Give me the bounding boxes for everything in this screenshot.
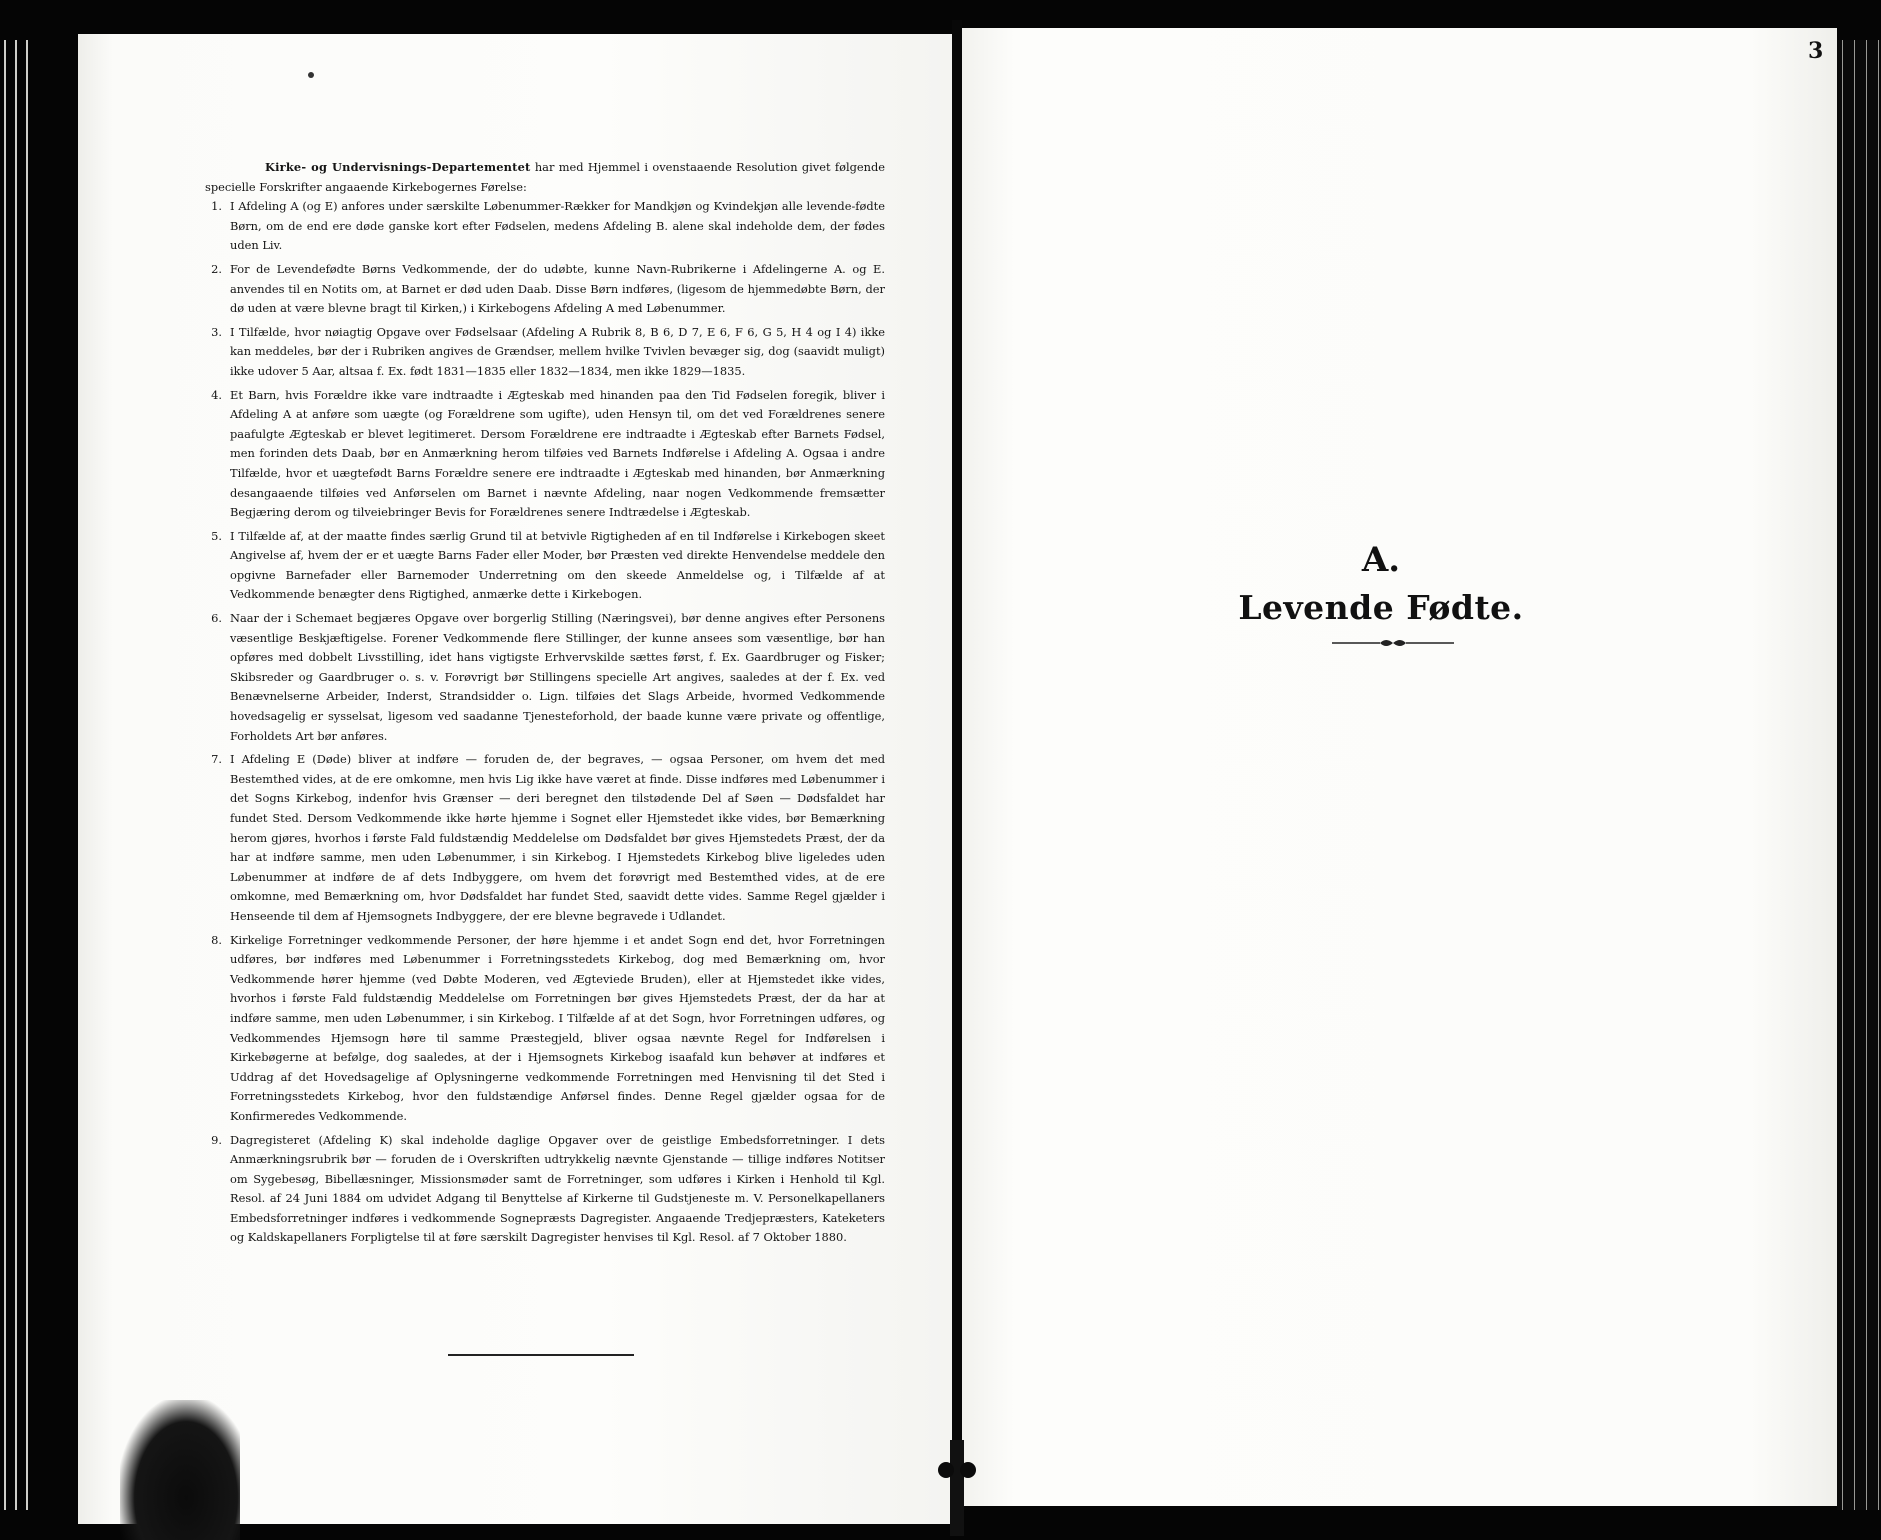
rule-number: 8.: [211, 932, 222, 947]
rules-list: [205, 197, 885, 1248]
rule-number: 9.: [211, 1132, 222, 1147]
rule-number: 7.: [211, 752, 222, 767]
rule-number: 1.: [211, 199, 222, 214]
section-title: Levende Fødte.: [1238, 588, 1524, 627]
ink-spot: [308, 72, 314, 78]
binding-thread: [950, 1440, 964, 1536]
right-page: [962, 28, 1837, 1506]
rule-item: [205, 386, 885, 523]
book-spine: [952, 20, 962, 1536]
rule-item: [205, 1131, 885, 1249]
thread-knot: [960, 1462, 976, 1478]
thumb-shadow: [120, 1400, 240, 1540]
intro-text: har med Hjemmel i ovenstaaende Resolution givet følgende specielle Forskrifter angaaende Kirkebogernes Førelse:: [205, 160, 885, 194]
rule-text: I Afdeling A (og E) anfores under særskilte Løbenummer-Rækker for Mandkjøn og Kvindekjøn alle levende-fødte Børn, om de end ere døde ganske kort efter Fødselen, medens Afdeling B. alene skal indeholde dem, der fødes uden Liv.: [230, 199, 885, 253]
rule-text: Dagregisteret (Afdeling K) skal indeholde daglige Opgaver over de geistlige Embedsforretninger. I dets Anmærkningsrubrik bør — foruden de i Overskriften udtrykkelig nævnte Gjenstande — tillige indføres Notitser om Sygebesøg, Bibellæsninger, Missionsmøder samt de Forretninger, som udføres i Kirken i Henhold til Kgl. Resol. af 24 Juni 1884 om udvidet Adgang til Benyttelse af Kirkerne til Gudstjeneste m. V. Personelkapellaners Embedsforretninger indføres i vedkommende Sognepræsts Dagregister. Angaaende Tredjepræsters, Kateketers og Kaldskapellaners Forpligtelse til at føre særskilt Dagregister henvises til Kgl. Resol. af 7 Oktober 1880.: [230, 1132, 885, 1245]
ornament-divider-icon: [1332, 636, 1454, 650]
section-letter: A.: [1361, 540, 1401, 580]
rule-number: 3.: [211, 324, 222, 339]
rule-number: 4.: [211, 387, 222, 402]
rule-text: Et Barn, hvis Forældre ikke vare indtraadte i Ægteskab med hinanden paa den Tid Fødselen foregik, bliver i Afdeling A at anføre som uægte (og Forældrene som ugifte), uden Hensyn til, om det ved Forældrenes senere paafulgte Ægteskab er blevet legitimeret. Dersom Forældrene ere indtraadte i Ægteskab efter Barnets Fødsel, men forinden dets Daab, bør en Anmærkning herom tilføies ved Barnets Indførelse i Afdeling A. Ogsaa i andre Tilfælde, hvor et uægtefødt Barns Forældre senere ere indtraadte i Ægteskab med hinanden, bør Anmærkning desangaaende tilføies ved Anførselen om Barnet i nævnte Afdeling, naar nogen Vedkommende fremsætter Begjæring derom og tilveiebringer Bevis for Forældrenes senere Indtrædelse i Ægteskab.: [230, 387, 885, 520]
left-binding-edge: [0, 40, 30, 1510]
page-number: 3: [1808, 38, 1824, 64]
rule-text: I Tilfælde, hvor nøiagtig Opgave over Fødselsaar (Afdeling A Rubrik 8, B 6, D 7, E 6, F 6, G 5, H 4 og I 4) ikke kan meddeles, bør der i Rubriken angives de Grændser, mellem hvilke Tvivlen bevæger sig, dog (saavidt muligt) ikke udover 5 Aar, altsaa f. Ex. født 1831—1835 eller 1832—1834, men ikke 1829—1835.: [230, 324, 885, 378]
rule-item: [205, 609, 885, 746]
rule-item: [205, 527, 885, 605]
rule-number: 6.: [211, 611, 222, 626]
instructions-text-block: [205, 158, 885, 1252]
intro-heading: Kirke- og Undervisnings-Departementet: [265, 160, 531, 174]
rule-item: [205, 197, 885, 256]
thread-knot: [938, 1462, 954, 1478]
rule-text: For de Levendefødte Børns Vedkommende, der do udøbte, kunne Navn-Rubrikerne i Afdelingerne A. og E. anvendes til en Notits om, at Barnet er død uden Daab. Disse Børn indføres, (ligesom de hjemmedøbte Børn, der dø uden at være blevne bragt til Kirken,) i Kirkebogens Afdeling A med Løbenummer.: [230, 261, 885, 316]
intro-paragraph: [205, 158, 885, 197]
rule-item: [205, 323, 885, 382]
rule-item: [205, 260, 885, 319]
rule-item: [205, 931, 885, 1127]
rule-text: Naar der i Schemaet begjæres Opgave over borgerlig Stilling (Næringsvei), bør denne angives efter Personens væsentlige Beskjæftigelse. Forener Vedkommende flere Stillinger, der kunne ansees som væsentlige, bør han opføres med dobbelt Livsstilling, idet hans vigtigste Erhvervskilde sættes først, f. Ex. Gaardbruger og Fisker; Skibsreder og Gaardbruger o. s. v. Forøvrigt bør Stillingens specielle Art angives, saaledes at der f. Ex. ved Benævnelserne Arbeider, Inderst, Strandsidder o. Lign. tilføies det Slags Arbeide, hvormed Vedkommende hovedsagelig er sysselsat, ligesom ved saadanne Tjenesteforhold, der baade kunne være private og offentlige, Forholdets Art bør anføres.: [230, 611, 885, 743]
rule-text: I Tilfælde af, at der maatte findes særlig Grund til at betvivle Rigtigheden af en til Indførelse i Kirkebogen skeet Angivelse af, hvem der er et uægte Barns Fader eller Moder, bør Præsten ved direkte Henvendelse meddele den opgivne Barnefader eller Barnemoder Underretning om den skeede Anmeldelse og, i Tilfælde af at Vedkommende benægter dens Rigtighed, anmærke dette i Kirkebogen.: [230, 528, 885, 602]
rule-number: 5.: [211, 528, 222, 543]
rule-number: 2.: [211, 261, 222, 276]
rule-text: Kirkelige Forretninger vedkommende Personer, der høre hjemme i et andet Sogn end det, hvor Forretningen udføres, bør indføres med Løbenummer i Forretningsstedets Kirkebog, dog med Bemærkning om, hvor Vedkommende hører hjemme (ved Døbte Moderen, ved Ægteviede Bruden), eller at Hjemstedet ikke vides, hvorhos i første Fald fuldstændig Meddelelse om Forretningen bør gives Hjemstedets Præst, der da har at indføre samme, men uden Løbenummer, i sin Kirkebog. I Tilfælde af at det Sogn, hvor Forretningen udføres, og Vedkommendes Hjemsogn høre til samme Præstegjeld, bliver ogsaa nævnte Regel for Indførelsen i Kirkebøgerne at befølge, dog saaledes, at der i Hjemsognets Kirkebog isaafald kun behøver at indføres et Uddrag af det Hovedsagelige af Oplysningerne vedkommende Forretningen med Henvisning til det Sted i Forretningsstedets Kirkebog, hvor den fuldstændige Anførsel findes. Denne Regel gjælder ogsaa for de Konfirmeredes Vedkommende.: [230, 932, 885, 1123]
rule-text: I Afdeling E (Døde) bliver at indføre — foruden de, der begraves, — ogsaa Personer, om hvem det med Bestemthed vides, at de ere omkomne, men hvis Lig ikke have været at finde. Disse indføres med Løbenummer i det Sogns Kirkebog, indenfor hvis Grænser — deri beregnet den tilstødende Del af Søen — Dødsfaldet har fundet Sted. Dersom Vedkommende ikke hørte hjemme i Sognet eller Hjemstedet ikke vides, bør Bemærkning herom gjøres, hvorhos i første Fald fuldstændig Meddelelse om Dødsfaldet bør gives Hjemstedets Præst, der da har at indføre samme, men uden Løbenummer, i sin Kirkebog. I Hjemstedets Kirkebog blive ligeledes uden Løbenummer at indføre de af dets Indbyggere, om hvem det forøvrigt med Bestemthed vides, at de ere omkomne, med Bemærkning om, hvor Dødsfaldet har fundet Sted, saavidt dette vides. Samme Regel gjælder i Henseende til dem af Hjemsognets Indbyggere, der ere blevne begravede i Udlandet.: [230, 752, 885, 923]
rule-item: [205, 750, 885, 926]
closing-rule-line: [448, 1354, 634, 1356]
right-page-edge: [1837, 40, 1881, 1510]
